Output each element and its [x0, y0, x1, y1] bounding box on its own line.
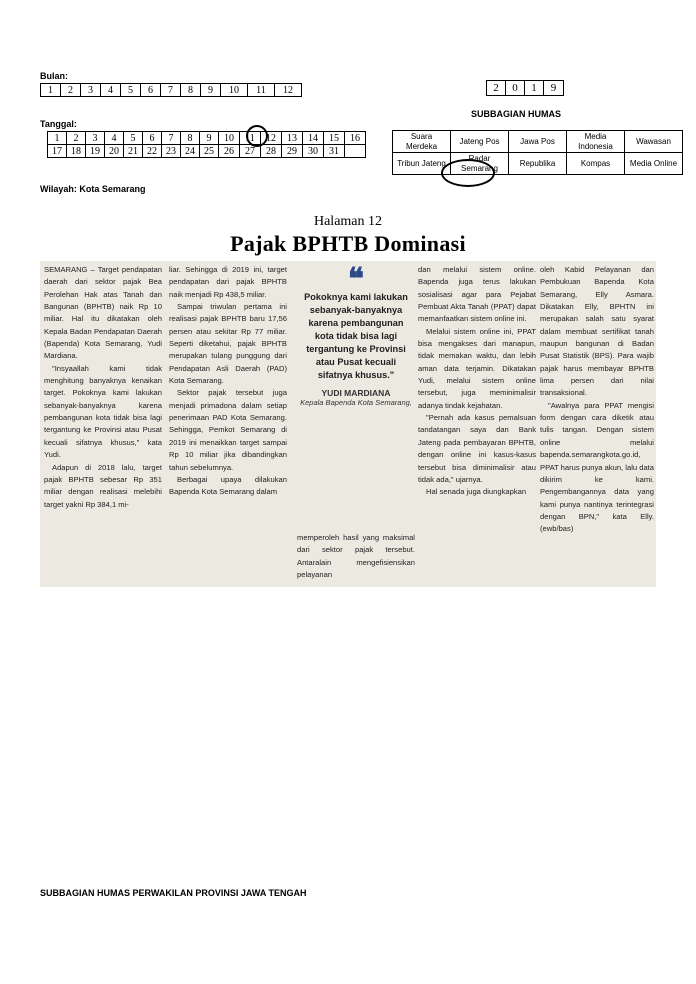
- grid-cell: 2: [61, 84, 81, 97]
- year-digit: 1: [525, 81, 544, 95]
- paragraph: Hal senada juga diungkapkan: [426, 487, 527, 497]
- grid-cell: 17: [48, 145, 67, 158]
- grid-cell: 23: [162, 145, 181, 158]
- grid-cell: 13: [282, 132, 303, 145]
- grid-cell: 12: [261, 132, 282, 145]
- grid-cell: 18: [67, 145, 86, 158]
- month-grid: [40, 83, 302, 97]
- page-number: Halaman 12: [313, 214, 383, 229]
- department-label: SUBBAGIAN HUMAS: [471, 109, 561, 119]
- article-column-5: [540, 264, 654, 536]
- wilayah-label: Wilayah: Kota Semarang: [40, 184, 146, 194]
- media-cell: Republika: [509, 153, 567, 175]
- grid-cell: 6: [143, 132, 162, 145]
- media-cell: Media Indonesia: [567, 131, 625, 153]
- quote-mark-icon: ❝: [347, 262, 365, 297]
- grid-cell: 15: [324, 132, 345, 145]
- media-cell-selected: Radar Semarang: [451, 153, 509, 175]
- grid-cell: 30: [303, 145, 324, 158]
- grid-cell: 6: [141, 84, 161, 97]
- date-grid: [47, 131, 366, 158]
- selected-media-circle: [441, 159, 495, 187]
- grid-cell: 11: [248, 84, 275, 97]
- grid-cell: 31: [324, 145, 345, 158]
- paragraph: Sampai triwulan pertama ini realisasi pajak BPHTB baru 17,56 persen atau sekitar Rp 77 miliar. Seperti diketahui, pajak BPHTB merupakan tulang punggung dari Pendapatan Asli Daerah (PAD) Kota Semarang.: [169, 302, 287, 386]
- quote-text: Pokoknya kami lakukan sebanyak-banyaknya karena pembangunan kota tidak bisa lagi tergantung ke Provinsi atau Pusat kecuali sifatnya khusus.": [304, 292, 408, 380]
- article-title: Pajak BPHTB Dominasi: [230, 231, 466, 256]
- grid-cell: 11: [240, 132, 261, 145]
- grid-cell: 14: [303, 132, 324, 145]
- grid-cell: 5: [124, 132, 143, 145]
- selected-date-circle: [246, 125, 268, 147]
- article-column-4: [418, 264, 536, 499]
- article-column-2: [169, 264, 287, 499]
- paragraph: Sektor pajak tersebut juga menjadi primadona dalam setiap penerimaan PAD Kota Semarang. Sehingga, Pemkot Semarang di 2019 ini menaikkan target sampai Rp 10 miliar jika dibandingkan tahun sebelumnya.: [169, 388, 287, 472]
- quote-author: YUDI MARDIANA: [321, 388, 391, 398]
- grid-cell: 19: [86, 145, 105, 158]
- year-digit: 9: [550, 82, 557, 94]
- tanggal-label: Tanggal:: [40, 119, 77, 129]
- paragraph: dan melalui sistem online. Bapenda juga terus lakukan sosialisasi agar para Pejabat Pembuat Akta Tanah (PPAT) dapat memanfaatkan sistem online ini.: [418, 265, 536, 324]
- grid-cell: 24: [181, 145, 200, 158]
- paragraph: oleh Kabid Pelayanan dan Pembukuan Bapenda Kota Semarang, Elly Asmara. Dikatakan Elly, BPHTN ini merupakan salah satu syarat dalam membuat sertifikat tanah maupun bangunan di Badan Pusat Statistik (BPS). Para wajib pajak harus membayar BPHTB lima persen dari nilai transaksional.: [540, 265, 654, 398]
- grid-cell: 4: [101, 84, 121, 97]
- paragraph: "Insyaallah kami tidak menghitung banyaknya kenaikan target. Pokoknya kami lakukan sebanyak-banyaknya karena pembangunan kota tidak bisa lagi tergantung ke Provinsi atau Pusat kecuali sifatnya khusus," kata Yudi.: [44, 363, 162, 460]
- paragraph: liar. Sehingga di 2019 ini, target pendapatan dari pajak BPHTB naik menjadi Rp 438,5 miliar.: [169, 265, 287, 299]
- year-box: [486, 80, 564, 96]
- grid-cell: 1: [48, 132, 67, 145]
- grid-cell: 7: [161, 84, 181, 97]
- footer-text: SUBBAGIAN HUMAS PERWAKILAN PROVINSI JAWA TENGAH: [40, 888, 307, 898]
- grid-cell: 1: [41, 84, 61, 97]
- paragraph: SEMARANG – Target pendapatan daerah dari sektor pajak Bea Perolehan Hak atas Tanah dan Bangunan (BPHTB) naik Rp 10 miliar. Hal itu dikatakan oleh Kepala Badan Pendapatan Daerah (Bapenda) Kota Semarang, Yudi Mardiana.: [44, 265, 162, 361]
- media-cell: Tribun Jateng: [393, 153, 451, 175]
- grid-cell: 28: [261, 145, 282, 158]
- grid-cell: 3: [86, 132, 105, 145]
- grid-cell: 9: [200, 132, 219, 145]
- grid-cell: 4: [105, 132, 124, 145]
- paragraph: "Pernah ada kasus pemalsuan tandatangan saya dan Bank Jateng pada pembayaran BPHTB, dengan online ini kasus-kasus tersebut bisa diminimalisir atau tidak ada," ujarnya.: [418, 413, 536, 484]
- pull-quote: [295, 261, 417, 587]
- grid-cell: [345, 145, 366, 158]
- media-cell: Jateng Pos: [451, 131, 509, 153]
- grid-cell: 22: [143, 145, 162, 158]
- grid-cell: 21: [124, 145, 143, 158]
- newspaper-clipping: [40, 261, 656, 587]
- year-digit: 2: [487, 81, 506, 95]
- grid-cell: 16: [345, 132, 366, 145]
- grid-cell: 26: [219, 145, 240, 158]
- year-digit: 0: [506, 81, 525, 95]
- grid-cell: 10: [221, 84, 248, 97]
- media-cell: Wawasan: [625, 131, 683, 153]
- media-cell: Media Online: [625, 153, 683, 175]
- grid-cell: 7: [162, 132, 181, 145]
- article-column-1: [44, 264, 162, 511]
- grid-cell: 20: [105, 145, 124, 158]
- grid-cell: 9: [201, 84, 221, 97]
- media-cell: Suara Merdeka: [393, 131, 451, 153]
- bulan-label: Bulan:: [40, 71, 68, 81]
- media-cell: Jawa Pos: [509, 131, 567, 153]
- grid-cell: 8: [181, 84, 201, 97]
- paragraph: Berbagai upaya dilakukan Bapenda Kota Semarang dalam: [169, 474, 287, 497]
- grid-cell: 8: [181, 132, 200, 145]
- grid-cell: 2: [67, 132, 86, 145]
- quote-role: Kepala Bapenda Kota Semarang,: [300, 398, 412, 407]
- grid-cell: 27: [240, 145, 261, 158]
- paragraph: Melalui sistem online ini, PPAT bisa mengakses dari manapun, tidak memakan waktu, dan lebih aman data terjamin. Dikatakan Yudi, melalui sistem online tersebut, juga meminimalisir adanya tindak kejahatan.: [418, 326, 536, 410]
- grid-cell: 12: [275, 84, 302, 97]
- grid-cell: 3: [81, 84, 101, 97]
- media-grid: [392, 130, 683, 175]
- grid-cell: 5: [121, 84, 141, 97]
- paragraph: Adapun di 2018 lalu, target pajak BPHTB sebesar Rp 351 miliar dengan realisasi melebihi target yakni Rp 384,1 mi-: [44, 462, 162, 509]
- grid-cell: 10: [219, 132, 240, 145]
- quote-bottom-text: memperoleh hasil yang maksimal dari sektor pajak tersebut. Antaralain mengefisiensikan pelayanan: [297, 533, 415, 580]
- paragraph: "Awalnya para PPAT mengisi form dengan cara diketik atau tulis tangan. Dengan sistem online melalui bapenda.semarangkota.go.id, PPAT harus punya akun, lalu data dikirim ke kami. Pengembangannya data yang kami punya nantinya terintegrasi dengan BPN," kata Elly. (ewb/bas): [540, 400, 654, 534]
- media-cell: Kompas: [567, 153, 625, 175]
- grid-cell: 29: [282, 145, 303, 158]
- grid-cell: 25: [200, 145, 219, 158]
